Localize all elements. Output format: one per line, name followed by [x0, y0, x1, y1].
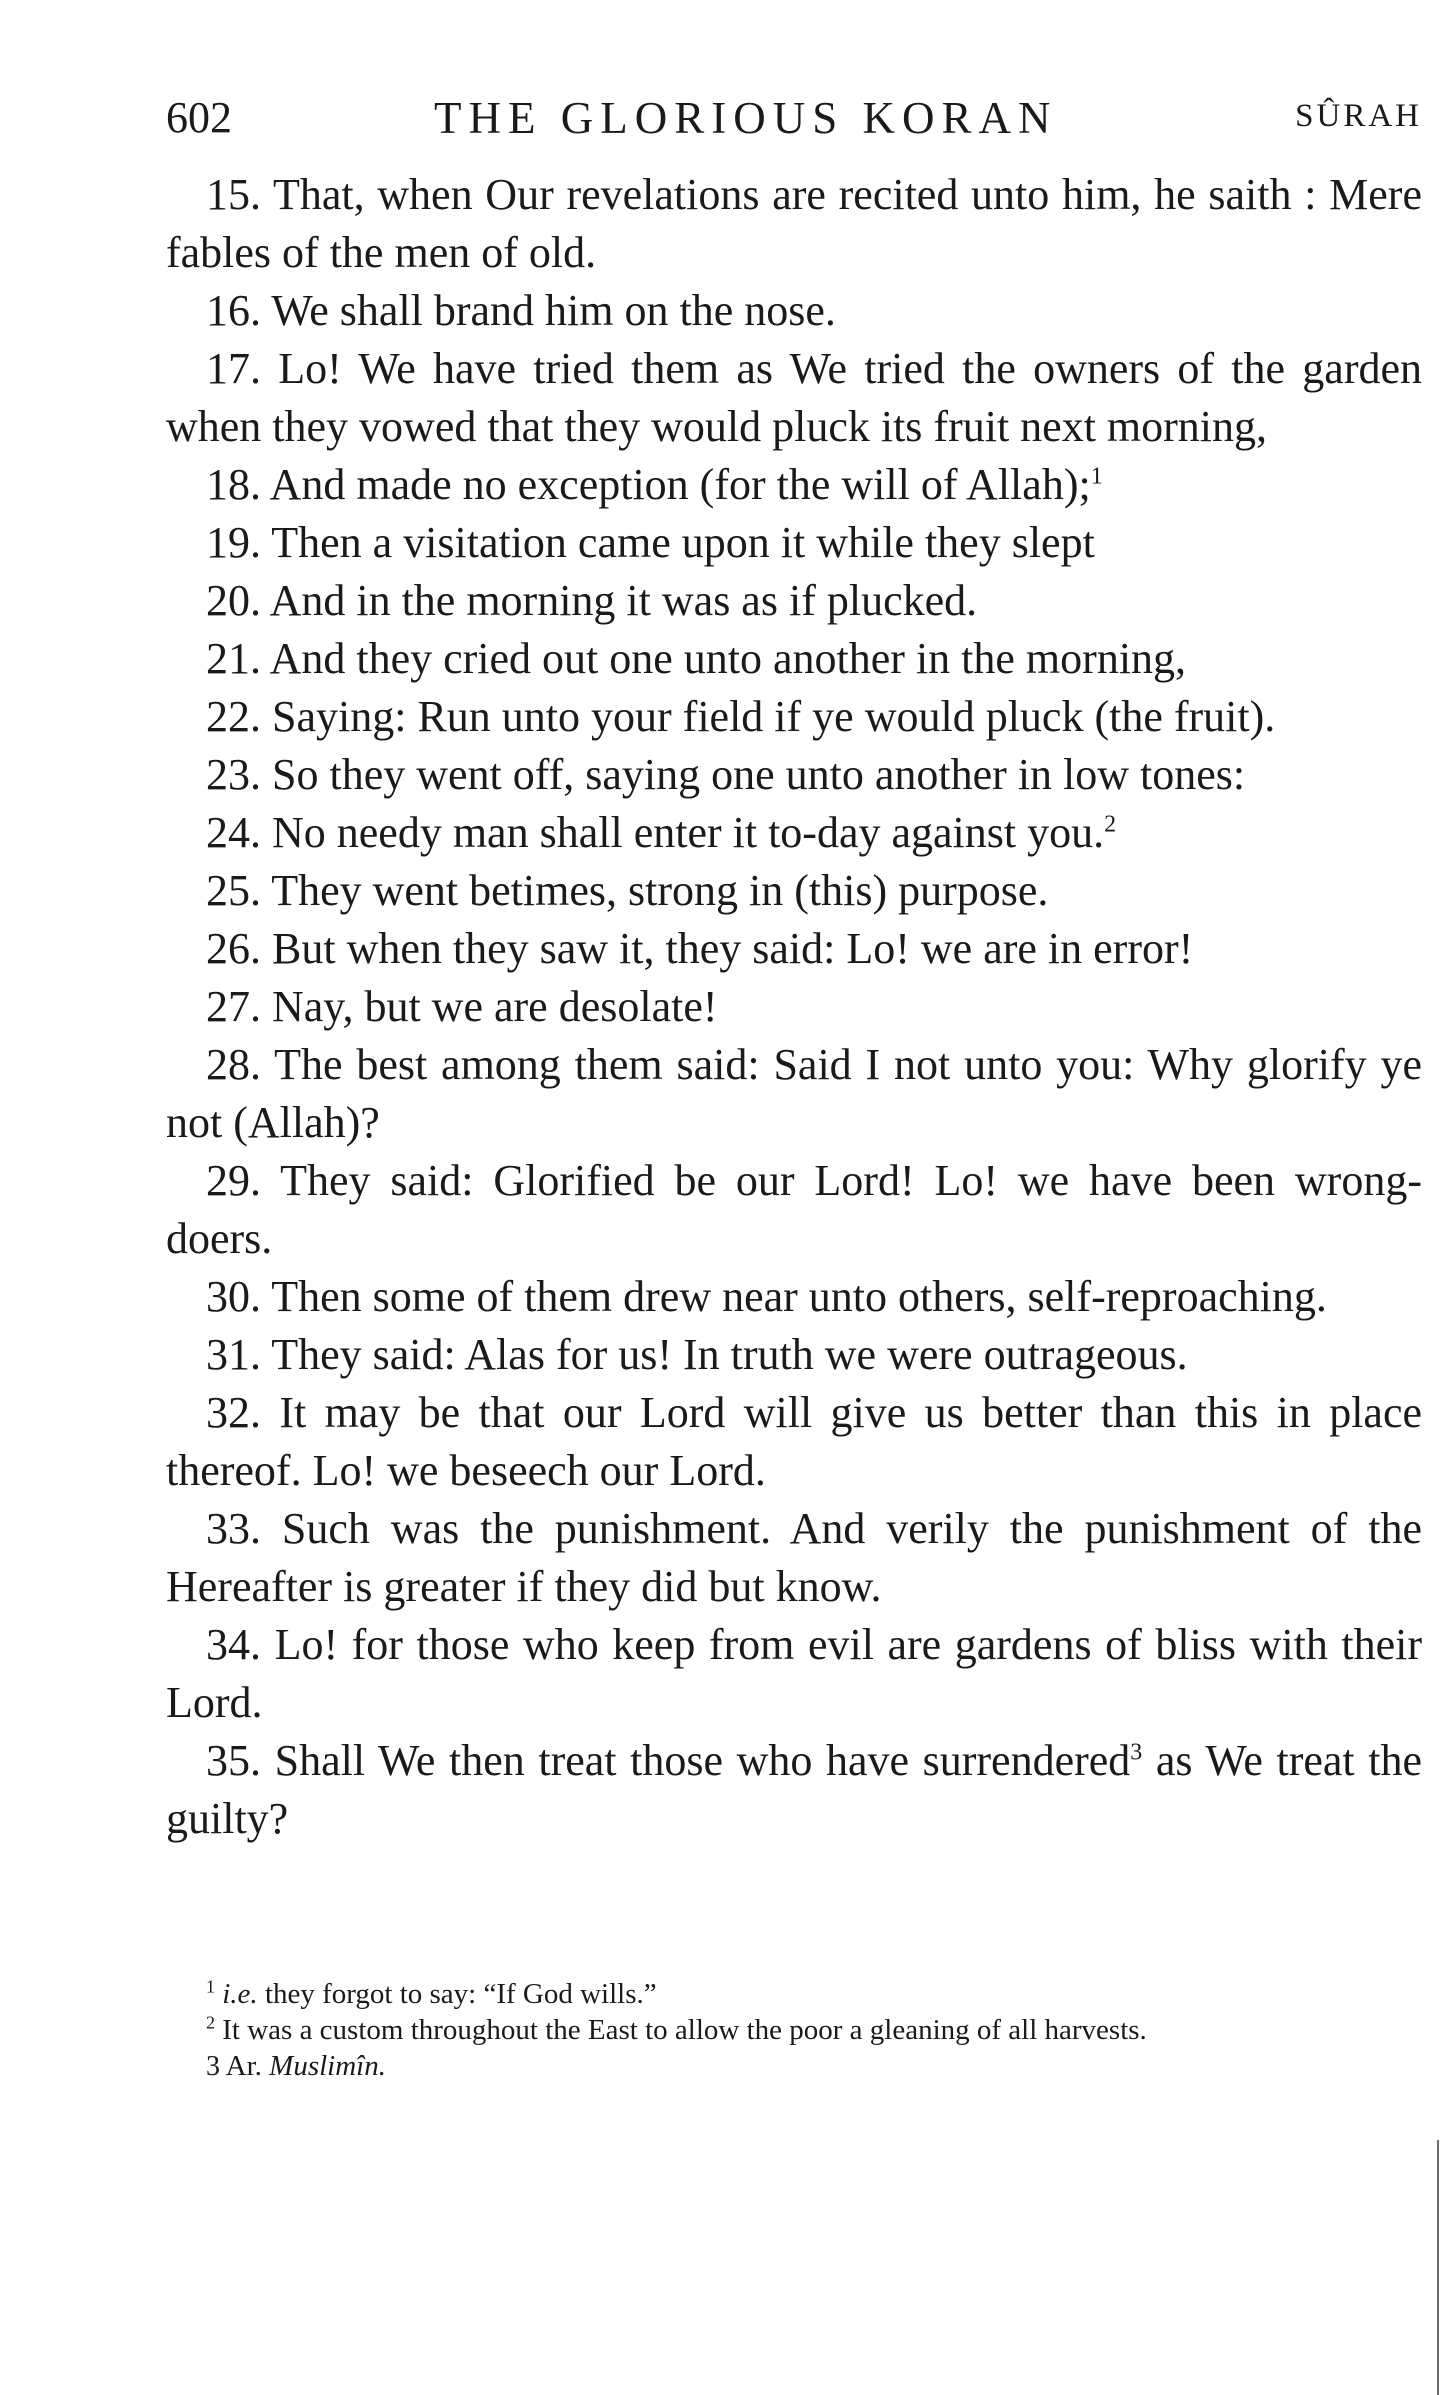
verse-31: 31. They said: Alas for us! In truth we were outrageous. [206, 1330, 1188, 1379]
verse-32: 32. It may be that our Lord will give us better than this in place thereof. Lo! we beseech our Lord. [166, 1388, 1423, 1495]
footnote-1: $^1$ i.e. they forgot to say: “If God wills.” [206, 1976, 657, 2010]
footnote-ref-3: 3 [1130, 1739, 1143, 1766]
verse-20: 20. And in the morning it was as if plucked. [206, 576, 978, 625]
verse-24: 24. No needy man shall enter it to-day against you.$^2$ [206, 808, 1117, 857]
page-edge-shadow [1437, 2140, 1439, 2395]
verse-34: 34. Lo! for those who keep from evil are gardens of bliss with their Lord. [166, 1620, 1422, 1727]
verse-29: 29. They said: Glorified be our Lord! Lo! we have been wrong-doers. [166, 1156, 1422, 1263]
footnote-ref-1: 1 [1090, 463, 1103, 490]
verse-21: 21. And they cried out one unto another in the morning, [206, 634, 1187, 683]
verse-18: 18. And made no exception (for the will of Allah);$^1$ [206, 460, 1103, 509]
verse-17: 17. Lo! We have tried them as We tried the owners of the garden when they vowed that they would pluck its fruit next morning, [166, 344, 1423, 451]
verse-15: 15. That, when Our revelations are recited unto him, he saith : Mere fables of the men of old. [166, 170, 1422, 277]
verse-25: 25. They went betimes, strong in (this) purpose. [206, 866, 1049, 915]
footnote-2: $^2$ It was a custom throughout the East to allow the poor a gleaning of all harvests. [206, 2012, 1147, 2046]
verse-23: 23. So they went off, saying one unto another in low tones: [206, 750, 1246, 799]
verse-text [166, 166, 1422, 1848]
book-title: THE GLORIOUS KORAN [434, 93, 1058, 143]
verse-19: 19. Then a visitation came upon it while they slept [206, 518, 1095, 567]
page-number: 602 [166, 93, 232, 142]
footnote-ref-2: 2 [1104, 811, 1117, 838]
verse-22: 22. Saying: Run unto your field if ye would pluck (the fruit). [206, 692, 1276, 741]
footnote-3: 3 Ar. Muslimîn. [206, 2050, 386, 2082]
verse-28: 28. The best among them said: Said I not unto you: Why glorify ye not (Allah)? [166, 1040, 1422, 1147]
verse-27: 27. Nay, but we are desolate! [206, 982, 718, 1031]
verse-26: 26. But when they saw it, they said: Lo! we are in error! [206, 924, 1194, 973]
verse-35: 35. Shall We then treat those who have surrendered$^3$ as We treat the guilty? [166, 1736, 1423, 1843]
running-header [166, 92, 1422, 152]
verse-16: 16. We shall brand him on the nose. [206, 286, 836, 335]
verse-33: 33. Such was the punishment. And verily the punishment of the Hereafter is greater if they did but know. [166, 1504, 1422, 1611]
verse-30: 30. Then some of them drew near unto others, self-reproaching. [206, 1272, 1327, 1321]
footnotes [166, 1976, 1422, 2085]
running-head-surah: SÛRAH [1295, 98, 1422, 134]
